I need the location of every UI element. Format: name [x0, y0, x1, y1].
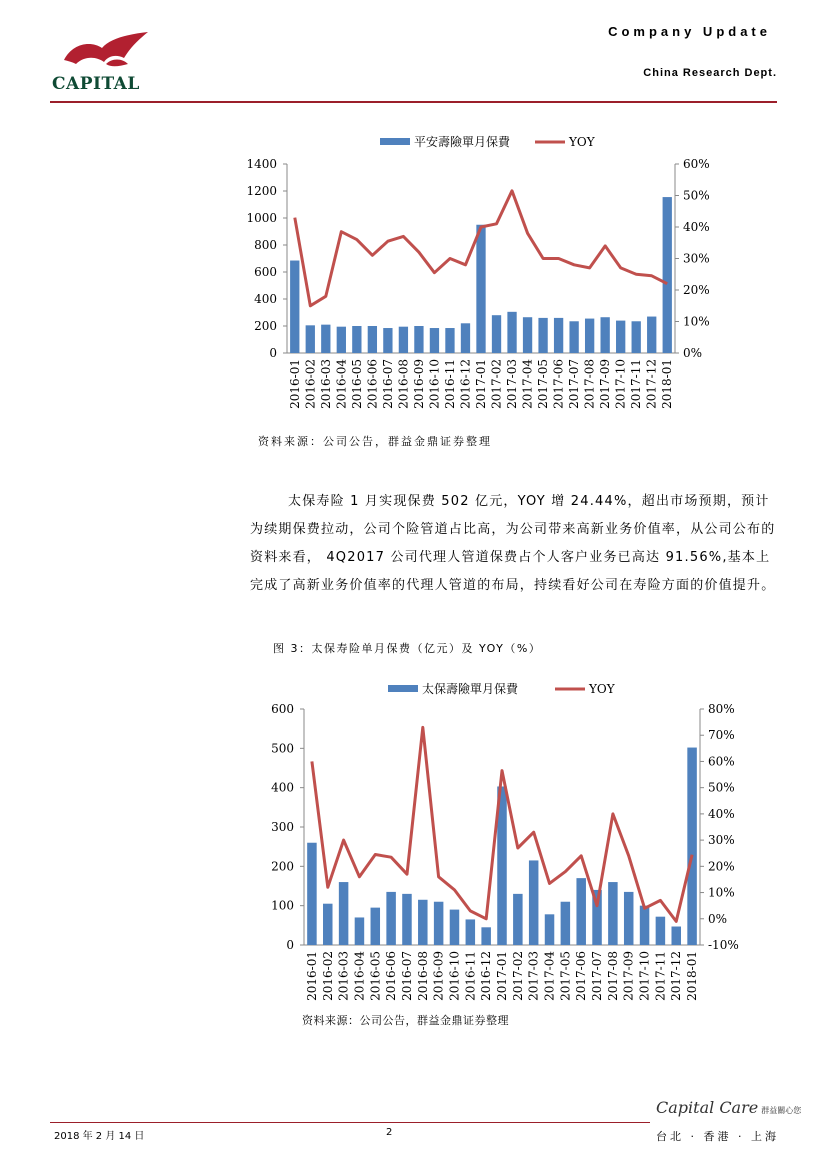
legend-bar-swatch: [380, 138, 410, 145]
x-tick-label: 2017-11: [653, 951, 668, 1001]
x-tick-label: 2018-01: [685, 951, 700, 1001]
x-tick-label: 2017-10: [613, 359, 628, 409]
x-tick-label: 2016-06: [384, 951, 399, 1001]
x-tick-label: 2016-10: [427, 359, 442, 409]
right-tick-label: 20%: [708, 859, 735, 874]
x-tick-label: 2017-05: [558, 951, 573, 1001]
x-tick-label: 2017-11: [629, 359, 644, 409]
bar: [545, 914, 555, 945]
left-tick-label: 600: [271, 702, 294, 716]
x-tick-label: 2016-09: [431, 951, 446, 1001]
left-tick-label: 400: [271, 780, 294, 795]
bar: [402, 894, 412, 945]
bar: [671, 927, 681, 945]
footer-date: 2018 年 2 月 14 日: [54, 1131, 145, 1142]
body-paragraph: [250, 488, 780, 600]
x-tick-label: 2017-07: [567, 359, 582, 409]
x-tick-label: 2017-08: [582, 359, 597, 409]
bar: [663, 197, 672, 353]
x-tick-label: 2017-01: [474, 359, 488, 409]
x-tick-label: 2016-07: [399, 951, 414, 1001]
bar: [656, 917, 666, 945]
bar: [371, 908, 381, 945]
bar: [523, 317, 532, 353]
right-tick-label: 50%: [708, 780, 735, 795]
x-tick-label: 2016-09: [411, 359, 426, 409]
x-tick-label: 2017-09: [621, 951, 636, 1001]
bar: [466, 919, 476, 945]
bar: [450, 910, 460, 945]
x-tick-label: 2016-03: [336, 951, 351, 1001]
x-tick-label: 2016-10: [447, 951, 462, 1001]
bar: [445, 328, 454, 353]
bar: [307, 843, 317, 945]
bar: [368, 326, 377, 353]
bar: [399, 327, 408, 353]
bar: [492, 315, 501, 353]
bar: [640, 906, 650, 945]
x-tick-label: 2016-08: [396, 359, 411, 409]
bar: [321, 325, 330, 353]
right-tick-label: 80%: [708, 702, 735, 716]
x-tick-label: 2017-03: [526, 951, 541, 1001]
bar: [355, 917, 365, 945]
footer-divider: [50, 1122, 650, 1123]
left-tick-label: 0: [269, 346, 277, 360]
right-tick-label: 60%: [708, 754, 735, 769]
x-tick-label: 2017-12: [644, 359, 659, 409]
x-tick-label: 2017-06: [551, 359, 566, 409]
right-tick-label: 70%: [708, 728, 735, 743]
x-tick-label: 2016-02: [320, 951, 335, 1001]
cpic-premium-chart: [0, 670, 827, 1010]
x-tick-label: 2018-01: [660, 359, 675, 409]
x-tick-label: 2017-08: [605, 951, 620, 1001]
x-tick-label: 2017-06: [574, 951, 589, 1001]
bar: [576, 878, 586, 945]
left-tick-label: 1400: [246, 157, 277, 171]
bar: [601, 317, 610, 353]
bar: [434, 902, 444, 945]
left-tick-label: 200: [271, 859, 294, 874]
left-tick-label: 200: [254, 319, 277, 333]
x-tick-label: 2016-01: [287, 359, 302, 409]
bar: [507, 312, 516, 353]
x-tick-label: 2016-04: [352, 951, 367, 1001]
right-tick-label: 40%: [683, 220, 710, 234]
x-tick-label: 2017-03: [505, 359, 520, 409]
figure3-caption: 图 3：太保寿险单月保费（亿元）及 YOY（%）: [273, 642, 542, 655]
legend-line-label: YOY: [589, 682, 615, 696]
x-tick-label: 2016-06: [365, 359, 380, 409]
bar: [306, 325, 315, 353]
bar: [647, 317, 656, 353]
bar: [569, 321, 578, 353]
right-tick-label: 10%: [708, 885, 735, 900]
left-tick-label: 1200: [246, 184, 277, 198]
bar: [339, 882, 349, 945]
capital-care-logo: [656, 1098, 801, 1117]
right-tick-label: 0%: [683, 346, 703, 360]
bar: [513, 894, 523, 945]
left-tick-label: 1000: [246, 211, 277, 225]
bar: [538, 318, 547, 353]
right-tick-label: 20%: [683, 283, 710, 297]
logo-text: CAPITAL: [52, 74, 140, 94]
x-tick-label: 2017-12: [669, 951, 684, 1001]
x-tick-label: 2016-08: [415, 951, 430, 1001]
x-tick-label: 2017-01: [495, 951, 509, 1001]
right-tick-label: 30%: [683, 251, 710, 266]
x-tick-label: 2016-11: [463, 951, 478, 1001]
ping-an-premium-chart: [0, 125, 827, 425]
x-tick-label: 2016-07: [380, 359, 395, 409]
bar: [337, 327, 346, 353]
bar: [481, 927, 491, 945]
x-tick-label: 2016-05: [368, 951, 383, 1001]
bar: [461, 323, 470, 353]
right-tick-label: 50%: [683, 188, 710, 203]
department-subtitle: China Research Dept.: [643, 67, 777, 79]
legend-bar-label: 平安壽險單月保費: [414, 135, 511, 149]
x-tick-label: 2017-02: [489, 359, 504, 409]
header-divider: [50, 101, 777, 103]
bar: [476, 225, 485, 353]
bar: [561, 902, 571, 945]
right-tick-label: 30%: [708, 833, 735, 848]
left-tick-label: 0: [286, 938, 294, 952]
office-locations: 台北 · 香港 · 上海: [656, 1130, 779, 1143]
chart1-source-note: 资料来源：公司公告，群益金鼎证券整理: [258, 435, 492, 448]
report-type-title: Company Update: [608, 24, 771, 39]
bar: [290, 261, 299, 353]
bar: [352, 326, 361, 353]
bar: [554, 318, 563, 353]
x-tick-label: 2016-12: [479, 951, 494, 1001]
left-tick-label: 600: [254, 265, 277, 279]
right-tick-label: 10%: [683, 314, 710, 329]
bar: [418, 900, 428, 945]
left-tick-label: 400: [254, 292, 277, 306]
bar: [608, 882, 618, 945]
x-tick-label: 2017-05: [536, 359, 551, 409]
page-number: 2: [386, 1127, 393, 1138]
right-tick-label: 60%: [683, 157, 710, 171]
chart2-source-note: 资料来源：公司公告，群益金鼎证券整理: [302, 1014, 509, 1027]
bar: [624, 892, 634, 945]
x-tick-label: 2016-01: [304, 951, 319, 1001]
legend-line-label: YOY: [569, 135, 595, 149]
bar: [687, 748, 697, 945]
x-tick-label: 2016-11: [442, 359, 457, 409]
right-tick-label: 0%: [708, 911, 728, 926]
x-tick-label: 2017-09: [598, 359, 613, 409]
bar: [632, 321, 641, 353]
right-tick-label: 40%: [708, 806, 735, 821]
legend-bar-swatch: [388, 685, 418, 692]
bar: [383, 328, 392, 353]
x-tick-label: 2017-07: [590, 951, 605, 1001]
left-tick-label: 100: [271, 898, 294, 913]
legend-bar-label: 太保壽險單月保費: [422, 682, 519, 696]
bar: [414, 326, 423, 353]
x-tick-label: 2016-04: [334, 359, 349, 409]
x-tick-label: 2016-03: [318, 359, 333, 409]
bar: [430, 328, 439, 353]
right-tick-label: -10%: [708, 938, 739, 952]
bar: [585, 319, 594, 353]
x-tick-label: 2017-02: [510, 951, 525, 1001]
x-tick-label: 2017-04: [542, 951, 557, 1001]
x-tick-label: 2016-02: [303, 359, 318, 409]
body-paragraph-text: 太保寿险 1 月实现保费 502 亿元，YOY 增 24.44%，超出市场预期，预计为续期保费拉动，公司个险管道占比高，为公司带来高新业务价值率，从公司公布的资料来看， 4Q2017 公司代理人管道保费占个人客户业务已高达 91.56%,基本上完成了高新业务价值率的代理人管道的布局，持续看好公司在寿险方面的价值提升。: [250, 494, 776, 593]
brand-cn: 群益關心您: [761, 1106, 802, 1115]
bar: [323, 904, 333, 945]
bar: [616, 321, 625, 353]
x-tick-label: 2016-05: [349, 359, 364, 409]
bar: [386, 892, 396, 945]
brand-name: Capital Care: [656, 1098, 759, 1117]
left-tick-label: 500: [271, 741, 294, 756]
left-tick-label: 300: [271, 820, 294, 834]
x-tick-label: 2017-10: [637, 951, 652, 1001]
left-tick-label: 800: [254, 238, 277, 252]
x-tick-label: 2017-04: [520, 359, 535, 409]
bar: [529, 860, 539, 945]
x-tick-label: 2016-12: [458, 358, 473, 409]
